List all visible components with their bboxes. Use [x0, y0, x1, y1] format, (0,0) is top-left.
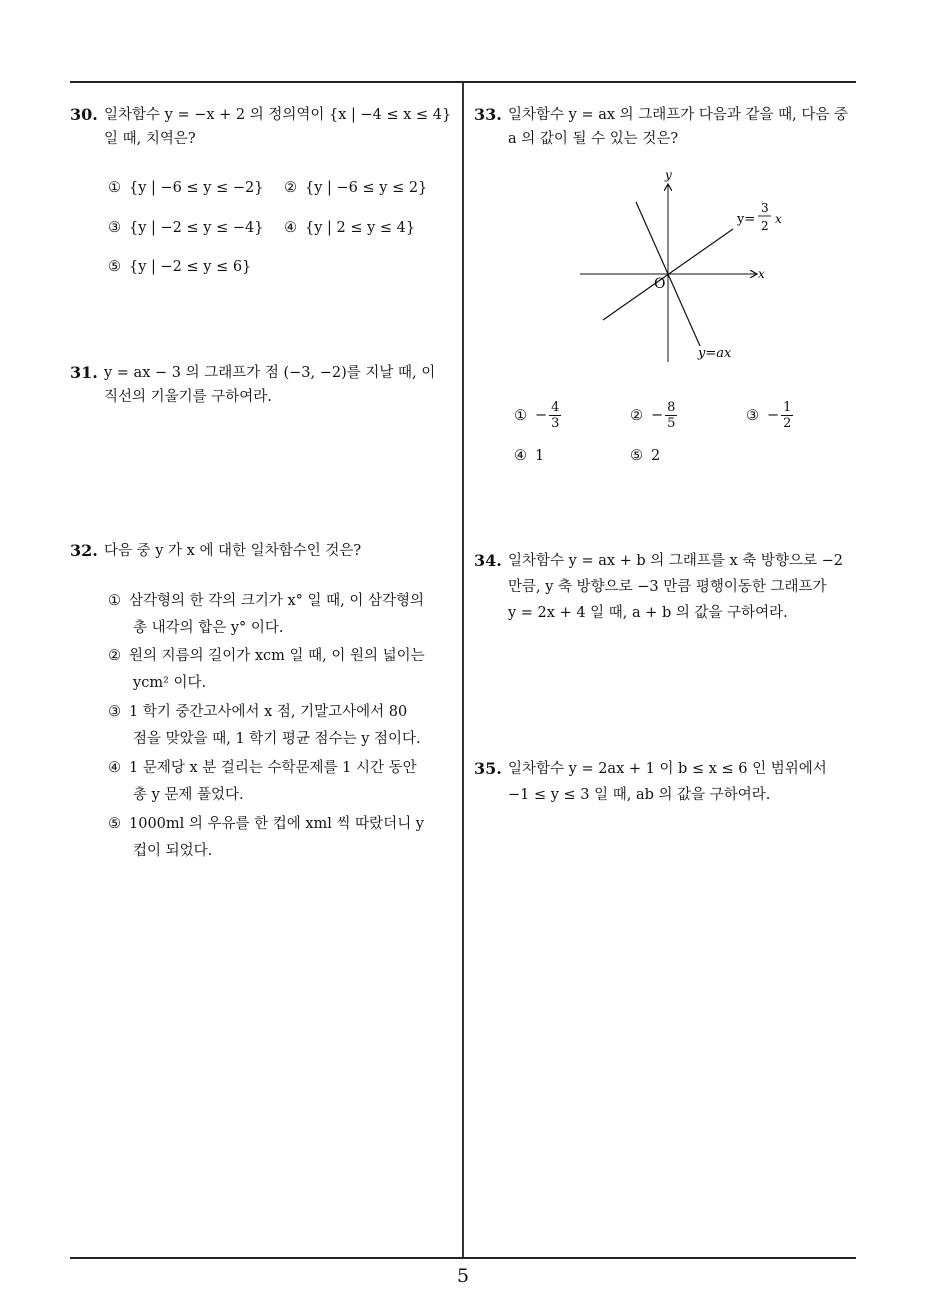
option-2[interactable] [284, 180, 427, 196]
option-text: {y | −6 ≤ y ≤ −2} [129, 180, 264, 196]
option-5[interactable] [108, 811, 458, 865]
denominator: 5 [667, 416, 676, 431]
denominator: 3 [551, 416, 560, 431]
question-31 [70, 361, 460, 409]
option-mark: ⑤ [108, 816, 121, 832]
option-sign: − [535, 407, 548, 424]
option-line: 컵이 되었다. [133, 843, 213, 859]
numerator: 4 [551, 400, 560, 415]
question-number: 34. [474, 551, 502, 570]
question-number: 30. [70, 105, 98, 124]
option-mark: ② [284, 180, 297, 196]
question-text: y = ax − 3 의 그래프가 점 (−3, −2)를 지날 때, 이 직선의 기울기를 구하여라. [104, 365, 436, 405]
question-32 [70, 539, 460, 563]
line1-label-numerator: 3 [761, 201, 769, 215]
option-mark: ④ [108, 760, 121, 776]
x-axis-label: x [758, 267, 765, 281]
fraction [665, 400, 677, 431]
option-2[interactable] [108, 643, 458, 697]
option-sign: − [651, 407, 664, 424]
option-text: {y | 2 ≤ y ≤ 4} [305, 220, 416, 236]
option-line: 삼각형의 한 각의 크기가 x° 일 때, 이 삼각형의 [129, 593, 425, 609]
question-30 [70, 103, 460, 151]
linear-function-graph [570, 165, 780, 365]
option-mark: ③ [108, 704, 121, 720]
option-line: 1000ml 의 우유를 한 컵에 xml 씩 따랐더니 y [129, 816, 425, 832]
question-33 [474, 103, 860, 151]
question-35 [474, 756, 860, 808]
option-1[interactable] [514, 400, 563, 431]
option-text: {y | −2 ≤ y ≤ 6} [129, 259, 252, 275]
line1-label-denominator: 2 [761, 219, 769, 233]
option-5[interactable] [630, 448, 660, 464]
option-2[interactable] [630, 400, 679, 431]
option-mark: ③ [746, 407, 759, 424]
option-1[interactable] [108, 180, 263, 196]
option-3[interactable] [108, 699, 458, 753]
option-text: 2 [651, 448, 661, 464]
line1-label-prefix: y= [737, 212, 756, 227]
line2-label: y=ax [698, 346, 732, 361]
question-number: 35. [474, 759, 502, 778]
denominator: 2 [783, 416, 792, 431]
option-1[interactable] [108, 588, 458, 642]
question-number: 33. [474, 105, 502, 124]
question-text: 다음 중 y 가 x 에 대한 일차함수인 것은? [104, 543, 362, 559]
option-mark: ⑤ [108, 259, 121, 275]
bottom-rule [70, 1257, 856, 1259]
option-line: 1 학기 중간고사에서 x 점, 기말고사에서 80 [129, 704, 408, 720]
question-number: 32. [70, 541, 98, 560]
option-mark: ① [108, 180, 121, 196]
option-mark: ⑤ [630, 448, 643, 464]
option-mark: ④ [514, 448, 527, 464]
option-mark: ② [108, 648, 121, 664]
option-sign: − [767, 407, 780, 424]
option-3[interactable] [746, 400, 795, 431]
option-line: 총 y 문제 풀었다. [133, 787, 244, 803]
option-mark: ① [514, 407, 527, 424]
option-line: ycm² 이다. [133, 675, 207, 691]
option-line: 총 내각의 합은 y° 이다. [133, 620, 284, 636]
option-4[interactable] [514, 448, 544, 464]
page-number: 5 [456, 1265, 470, 1287]
question-text: 일차함수 y = ax + b 의 그래프를 x 축 방향으로 −2 만큼, y 축 방향으로 −3 만큼 평행이동한 그래프가 y = 2x + 4 일 때, a + b 의 값을 구하여라. [508, 553, 843, 621]
question-text: 일차함수 y = ax 의 그래프가 다음과 같을 때, 다음 중 a 의 값이 될 수 있는 것은? [508, 107, 848, 147]
question-34 [474, 548, 860, 626]
fraction [781, 400, 793, 431]
y-axis-label: y [665, 168, 672, 182]
option-line: 원의 지름의 길이가 xcm 일 때, 이 원의 넓이는 [129, 648, 425, 664]
option-line: 점을 맞았을 때, 1 학기 평균 점수는 y 점이다. [133, 731, 421, 747]
option-4[interactable] [108, 755, 458, 809]
option-line: 1 문제당 x 분 걸리는 수학문제를 1 시간 동안 [129, 760, 417, 776]
option-text: {y | −2 ≤ y ≤ −4} [129, 220, 264, 236]
option-mark: ② [630, 407, 643, 424]
option-mark: ④ [284, 220, 297, 236]
question-number: 31. [70, 363, 98, 382]
option-text: {y | −6 ≤ y ≤ 2} [305, 180, 428, 196]
column-divider [462, 83, 464, 1257]
question-text: 일차함수 y = 2ax + 1 이 b ≤ x ≤ 6 인 범위에서 −1 ≤ y ≤ 3 일 때, ab 의 값을 구하여라. [508, 761, 827, 803]
option-text: 1 [535, 448, 545, 464]
origin-label: O [654, 276, 666, 292]
option-3[interactable] [108, 220, 263, 236]
option-mark: ① [108, 593, 121, 609]
fraction [549, 400, 561, 431]
numerator: 1 [783, 400, 792, 415]
question-text: 일차함수 y = −x + 2 의 정의역이 {x | −4 ≤ x ≤ 4} 일 때, 치역은? [104, 107, 452, 147]
option-mark: ③ [108, 220, 121, 236]
option-4[interactable] [284, 220, 415, 236]
numerator: 8 [667, 400, 676, 415]
option-5[interactable] [108, 259, 251, 275]
line1-label-suffix: x [775, 212, 782, 226]
